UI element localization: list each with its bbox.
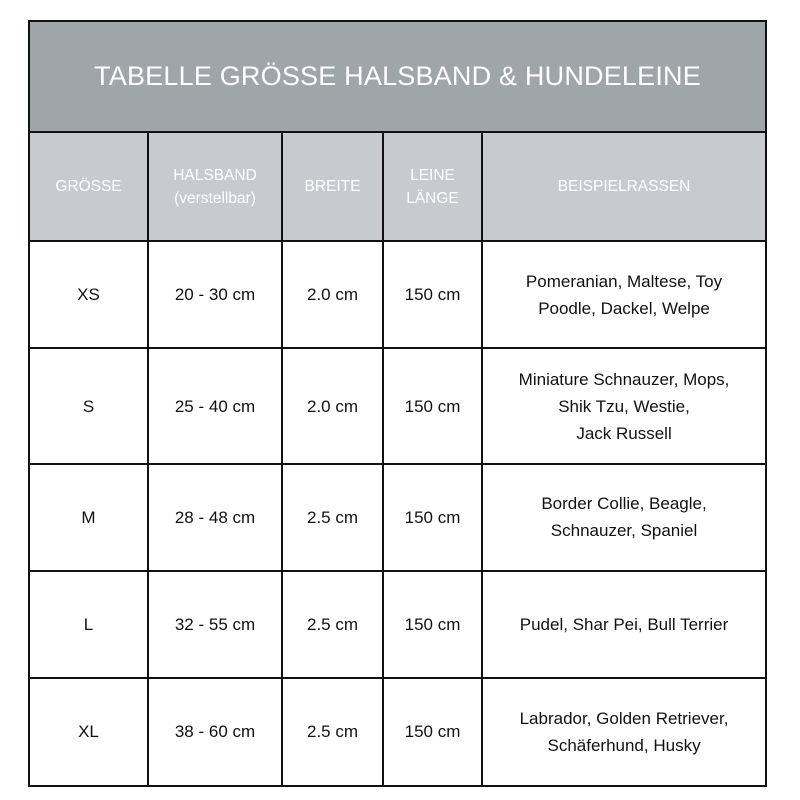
table-row xyxy=(29,571,766,678)
cell-breeds: Miniature Schnauzer, Mops, Shik Tzu, Westie, Jack Russell xyxy=(482,348,766,463)
size-chart-table xyxy=(28,20,767,787)
cell-leash: 150 cm xyxy=(383,464,482,571)
header-width-label: BREITE xyxy=(304,178,361,196)
cell-width: 2.5 cm xyxy=(282,571,383,678)
table-row xyxy=(29,241,766,348)
header-size-label: GRÖSSE xyxy=(55,178,122,196)
table-row xyxy=(29,348,766,463)
header-width xyxy=(282,132,383,241)
cell-leash: 150 cm xyxy=(383,348,482,463)
table-title: TABELLE GRÖSSE HALSBAND & HUNDELEINE xyxy=(29,21,766,132)
cell-size: XL xyxy=(29,678,148,786)
header-breeds xyxy=(482,132,766,241)
header-leash-line2: LÄNGE xyxy=(406,189,459,207)
cell-collar: 38 - 60 cm xyxy=(148,678,282,786)
cell-width: 2.5 cm xyxy=(282,678,383,786)
cell-leash: 150 cm xyxy=(383,678,482,786)
cell-width: 2.0 cm xyxy=(282,241,383,348)
cell-collar: 20 - 30 cm xyxy=(148,241,282,348)
header-size xyxy=(29,132,148,241)
header-collar-line1: HALSBAND xyxy=(173,166,257,184)
cell-breeds: Border Collie, Beagle, Schnauzer, Spaniel xyxy=(482,464,766,571)
header-collar-line2: (verstellbar) xyxy=(174,189,256,207)
cell-width: 2.5 cm xyxy=(282,464,383,571)
cell-leash: 150 cm xyxy=(383,241,482,348)
cell-collar: 28 - 48 cm xyxy=(148,464,282,571)
cell-size: XS xyxy=(29,241,148,348)
cell-size: M xyxy=(29,464,148,571)
header-leash xyxy=(383,132,482,241)
cell-breeds: Pudel, Shar Pei, Bull Terrier xyxy=(482,571,766,678)
cell-leash: 150 cm xyxy=(383,571,482,678)
table-row xyxy=(29,678,766,786)
cell-collar: 25 - 40 cm xyxy=(148,348,282,463)
cell-breeds: Labrador, Golden Retriever, Schäferhund, Husky xyxy=(482,678,766,786)
cell-width: 2.0 cm xyxy=(282,348,383,463)
header-leash-line1: LEINE xyxy=(410,166,455,184)
cell-size: L xyxy=(29,571,148,678)
cell-breeds: Pomeranian, Maltese, Toy Poodle, Dackel, Welpe xyxy=(482,241,766,348)
table-row xyxy=(29,464,766,571)
cell-collar: 32 - 55 cm xyxy=(148,571,282,678)
header-collar xyxy=(148,132,282,241)
header-breeds-label: BEISPIELRASSEN xyxy=(557,178,691,196)
cell-size: S xyxy=(29,348,148,463)
header-row xyxy=(29,132,766,241)
